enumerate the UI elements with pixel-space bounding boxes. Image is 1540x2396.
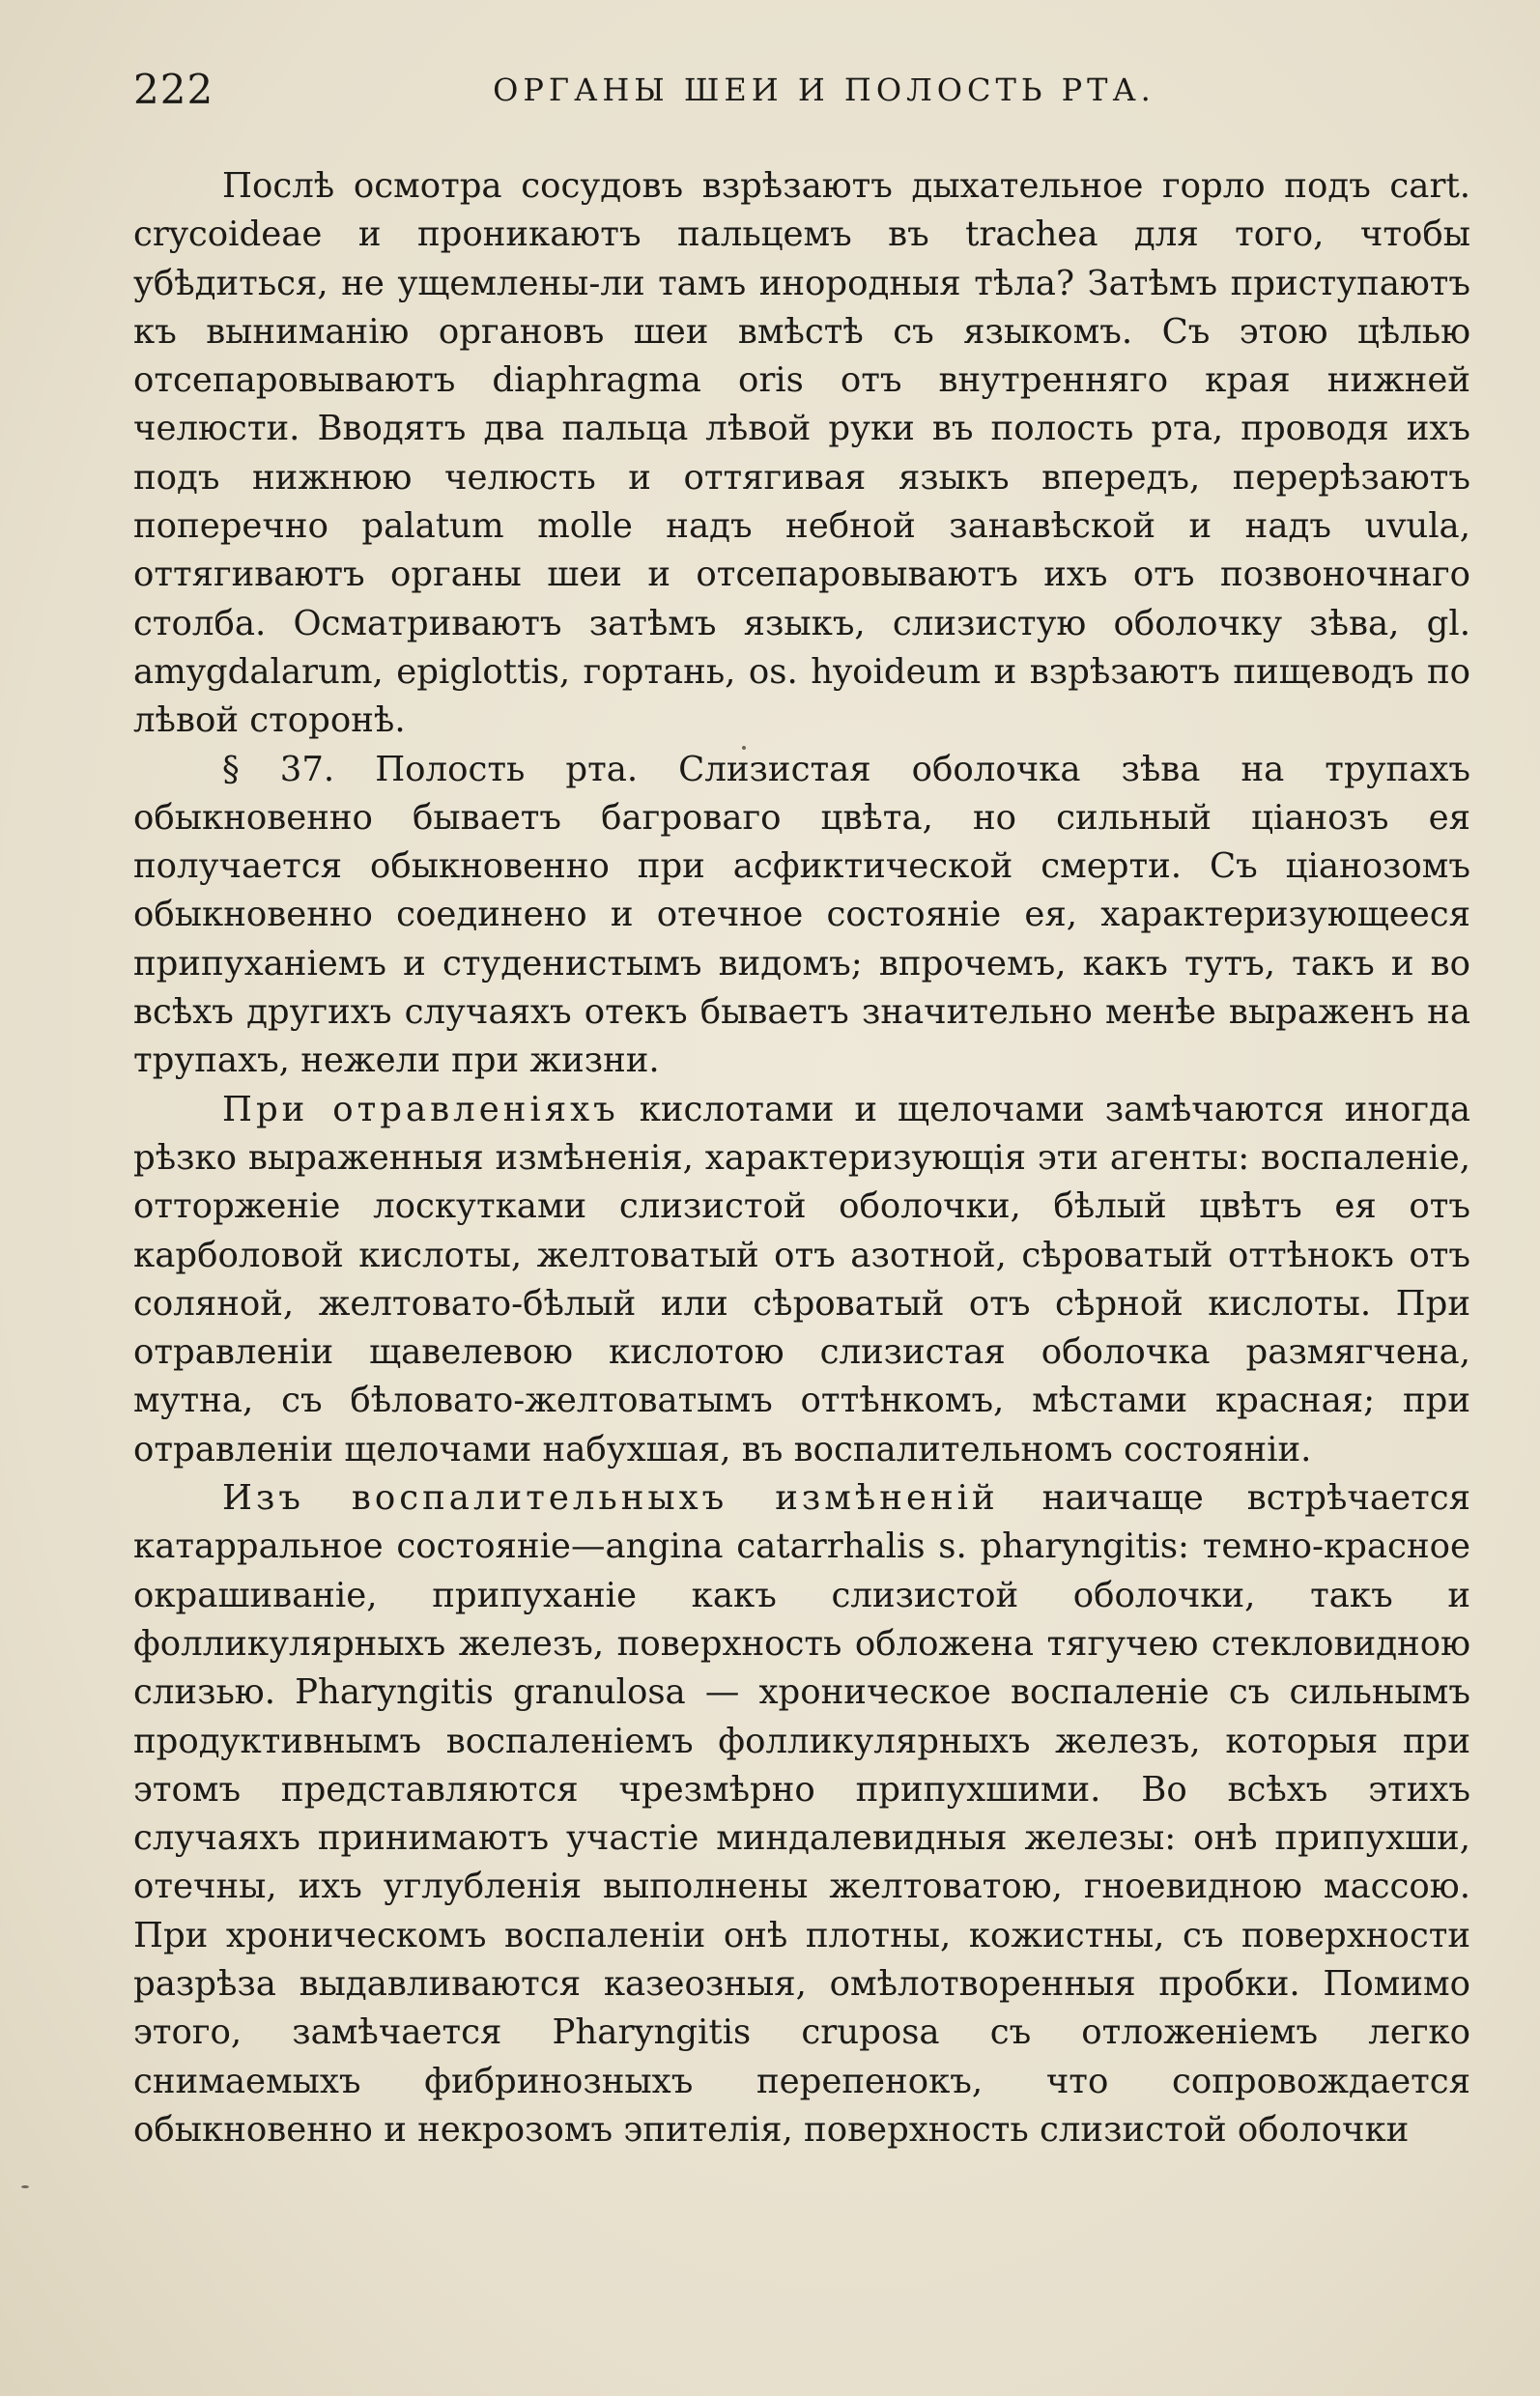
inflammation-lead: Изъ воспалительныхъ измѣненій [222, 1478, 999, 1519]
paragraph-autopsy-procedure: Послѣ осмотра сосудовъ взрѣзаютъ дыхательное горло подъ cart. crycoideae и проникаютъ пальцемъ въ trachea для того, чтобы убѣдиться, не ущемлены-ли тамъ инородныя тѣла? Затѣмъ приступаютъ къ выниманію органовъ шеи вмѣстѣ съ языкомъ. Съ этою цѣлью отсепаровываютъ diaphragma oris отъ внутренняго края нижней челюсти. Вводятъ два пальца лѣвой руки въ полость рта, проводя ихъ подъ нижнюю челюсть и оттягивая языкъ впередъ, перерѣзаютъ поперечно palatum molle надъ небной занавѣской и надъ uvula, оттягиваютъ органы шеи и отсепаровываютъ ихъ отъ позвоночнаго столба. Осматриваютъ затѣмъ языкъ, слизистую оболочку зѣва, gl. amygdalarum, epiglottis, гортань, os. hyoideum и взрѣзаютъ пищеводъ по лѣвой сторонѣ. [133, 166, 1470, 741]
poisoning-lead: При отравленіяхъ [222, 1089, 619, 1129]
page-number: 222 [133, 66, 214, 113]
paper-speck [742, 746, 746, 750]
paragraph-inflammation [133, 1474, 1470, 2154]
section-heading: § 37. Полость рта. [222, 749, 639, 789]
poisoning-text: кислотами и щелочами замѣчаются иногда рѣзко выраженныя измѣненія, характеризующія эти агенты: воспаленіе, отторженіе лоскутками слизистой оболочки, бѣлый цвѣтъ ея отъ карболовой кислоты, желтоватый отъ азотной, сѣроватый оттѣнокъ отъ соляной, желтовато-бѣлый или сѣроватый отъ сѣрной кислоты. При отравленіи щавелевою кислотою слизистая оболочка размягчена, мутна, съ бѣловато-желтоватымъ оттѣнкомъ, мѣстами красная; при отравленіи щелочами набухшая, въ воспалительномъ состояніи. [133, 1089, 1470, 1469]
running-title: ОРГАНЫ ШЕИ И ПОЛОСТЬ РТА. [493, 71, 1155, 108]
paper-speck [21, 2185, 29, 2188]
page-header [133, 66, 1476, 124]
inflammation-text: наичаще встрѣчается катарральное состояніе—angina catarrhalis s. pharyngitis: темно-красное окрашиваніе, припуханіе какъ слизистой оболочки, такъ и фолликулярныхъ железъ, поверхность обложена тягучею стекловидною слизью. Pharyngitis granulosa — хроническое воспаленіе съ сильнымъ продуктивнымъ воспаленіемъ фолликулярныхъ железъ, которыя при этомъ представляются чрезмѣрно припухшими. Во всѣхъ этихъ случаяхъ принимаютъ участіе миндалевидныя железы: онѣ припухши, отечны, ихъ углубленія выполнены желтоватою, гноевидною массою. При хроническомъ воспаленіи онѣ плотны, кожистны, съ поверхности разрѣза выдавливаются казеозныя, омѣлотворенныя пробки. Помимо этого, замѣчается Pharyngitis cruposa съ отложеніемъ легко снимаемыхъ фибринозныхъ перепенокъ, что сопровождается обыкновенно и некрозомъ эпителія, поверхность слизистой оболочки [133, 1478, 1470, 2150]
body-text [133, 162, 1470, 2154]
paragraph-poisoning [133, 1086, 1470, 1474]
section-37-text: Слизистая оболочка зѣва на трупахъ обыкновенно бываетъ багроваго цвѣта, но сильный ціанозъ ея получается обыкновенно при асфиктической смерти. Съ ціанозомъ обыкновенно соединено и отечное состояніе ея, характеризующееся припуханіемъ и студенистымъ видомъ; впрочемъ, какъ тутъ, такъ и во всѣхъ другихъ случаяхъ отекъ бываетъ значительно менѣе выраженъ на трупахъ, нежели при жизни. [133, 749, 1470, 1081]
paragraph-section-37 [133, 746, 1470, 1086]
